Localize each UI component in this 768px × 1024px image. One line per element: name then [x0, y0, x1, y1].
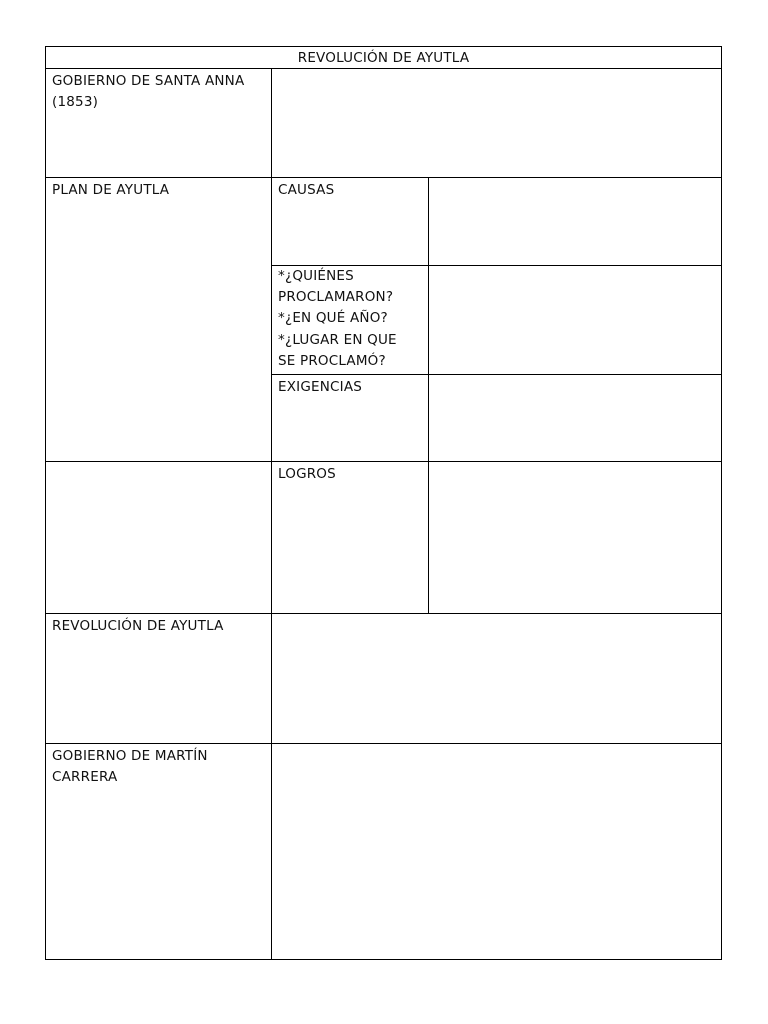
label-logros-row[interactable] [46, 462, 271, 613]
question-anio: *¿EN QUÉ AÑO? [278, 310, 388, 327]
answer-logros[interactable] [429, 462, 721, 613]
label-plan-de-ayutla: PLAN DE AYUTLA [52, 182, 170, 198]
answer-revolucion-de-ayutla[interactable] [272, 614, 721, 743]
label-exigencias: EXIGENCIAS [278, 379, 363, 395]
answer-causas[interactable] [429, 178, 721, 265]
label-gobierno-santa-anna: GOBIERNO DE SANTA ANNA (1853) [52, 73, 245, 110]
question-quienes-cont: PROCLAMARON? [278, 289, 394, 306]
question-quienes: *¿QUIÉNES [278, 268, 354, 284]
question-lugar-cont: SE PROCLAMÓ? [278, 352, 386, 369]
worksheet-table [45, 46, 722, 960]
table-title: REVOLUCIÓN DE AYUTLA [297, 50, 470, 66]
answer-proclamacion[interactable] [429, 266, 721, 374]
label-revolucion-de-ayutla: REVOLUCIÓN DE AYUTLA [52, 618, 224, 634]
question-lugar: *¿LUGAR EN QUE [278, 331, 397, 348]
label-logros: LOGROS [278, 466, 336, 482]
answer-gobierno-santa-anna[interactable] [272, 69, 721, 177]
label-gobierno-martin-carrera: GOBIERNO DE MARTÍN CARRERA [52, 748, 208, 785]
answer-exigencias[interactable] [429, 375, 721, 461]
label-causas: CAUSAS [278, 182, 335, 198]
label-proclamacion-questions [272, 266, 428, 374]
answer-gobierno-martin-carrera[interactable] [272, 744, 721, 959]
